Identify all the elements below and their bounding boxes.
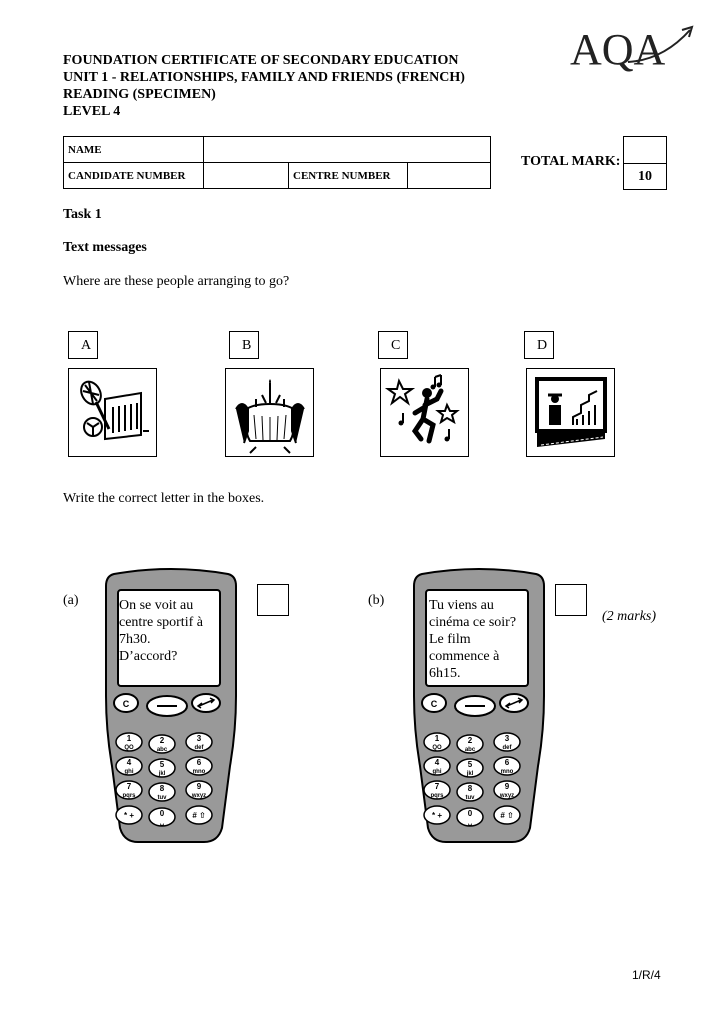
header-title: FOUNDATION CERTIFICATE OF SECONDARY EDUCATION — [63, 53, 459, 68]
svg-text:pqrs: pqrs — [122, 793, 136, 799]
task-title: Task 1 — [63, 207, 102, 222]
svg-text:def: def — [194, 745, 204, 751]
option-c-picture — [380, 368, 469, 457]
key-9: 9 — [504, 782, 510, 791]
header-paper: READING (SPECIMEN) — [63, 87, 216, 102]
key-4: 4 — [434, 758, 440, 767]
message-line: Le film — [429, 632, 471, 647]
answer-box-a[interactable] — [257, 584, 289, 616]
header-unit: UNIT 1 - RELATIONSHIPS, FAMILY AND FRIENDS (FRENCH) — [63, 70, 465, 85]
key-star: * + — [123, 811, 135, 820]
total-mark-box — [623, 136, 667, 190]
candidate-details-table — [63, 136, 491, 189]
svg-text:␣: ␣ — [467, 820, 473, 826]
key-7: 7 — [126, 782, 132, 791]
key-6: 6 — [196, 758, 202, 767]
centre-number-label: CENTRE NUMBER — [289, 163, 408, 189]
document-header — [63, 52, 465, 120]
message-line: On se voit au — [119, 598, 194, 613]
key-hash: # ⇧ — [192, 811, 206, 820]
candidate-number-field[interactable] — [204, 163, 289, 189]
key-hash: # ⇧ — [500, 811, 514, 820]
centre-number-field[interactable] — [408, 163, 491, 189]
key-1: 1 — [126, 734, 132, 743]
key-1: 1 — [434, 734, 440, 743]
task-instruction: Write the correct letter in the boxes. — [63, 491, 265, 506]
key-5: 5 — [467, 760, 473, 769]
total-mark-value: 10 — [638, 169, 652, 184]
message-line: D’accord? — [119, 649, 178, 664]
name-field[interactable] — [204, 137, 491, 163]
svg-text:wxyz: wxyz — [499, 793, 515, 799]
svg-text:jkl: jkl — [466, 771, 474, 777]
question-b-label: (b) — [368, 593, 385, 608]
phone-a-message — [119, 597, 203, 665]
answer-box-b[interactable] — [555, 584, 587, 616]
option-d-picture — [526, 368, 615, 457]
header-level: LEVEL 4 — [63, 104, 121, 119]
key-7: 7 — [434, 782, 440, 791]
svg-text:tuv: tuv — [157, 795, 167, 801]
message-line: cinéma ce soir? — [429, 615, 517, 630]
svg-text:def: def — [502, 745, 512, 751]
message-line: commence à — [429, 649, 500, 664]
svg-text:abc: abc — [464, 747, 476, 753]
option-a-letter: A — [68, 331, 98, 359]
message-line: Tu viens au — [429, 598, 494, 613]
option-b-letter: B — [229, 331, 259, 359]
svg-text:abc: abc — [156, 747, 168, 753]
svg-text:ghi: ghi — [124, 769, 134, 775]
option-b-picture — [225, 368, 314, 457]
option-d-letter: D — [524, 331, 554, 359]
svg-text:AQA: AQA — [570, 25, 666, 72]
sports-centre-icon — [69, 369, 156, 456]
marks-label: (2 marks) — [602, 609, 657, 624]
svg-text:␣: ␣ — [159, 820, 165, 826]
key-2: 2 — [467, 736, 473, 745]
key-9: 9 — [196, 782, 202, 791]
task-question: Where are these people arranging to go? — [63, 274, 290, 289]
option-a-picture — [68, 368, 157, 457]
page-footer: 1/R/4 — [632, 968, 661, 982]
option-c-letter: C — [378, 331, 408, 359]
svg-text:wxyz: wxyz — [191, 793, 207, 799]
key-star: * + — [431, 811, 443, 820]
key-8: 8 — [159, 784, 165, 793]
svg-text:pqrs: pqrs — [430, 793, 444, 799]
svg-text:jkl: jkl — [158, 771, 166, 777]
svg-text:C: C — [122, 699, 130, 709]
phone-b-message — [429, 597, 516, 682]
message-line: centre sportif à — [119, 615, 203, 630]
svg-text:QO: QO — [124, 745, 134, 751]
total-mark-label: TOTAL MARK: — [521, 154, 621, 169]
task-subtitle: Text messages — [63, 240, 147, 255]
key-0: 0 — [159, 809, 165, 818]
key-8: 8 — [467, 784, 473, 793]
phone-b — [404, 566, 554, 846]
message-line: 6h15. — [429, 666, 461, 681]
question-a-label: (a) — [63, 593, 79, 608]
svg-text:ghi: ghi — [432, 769, 442, 775]
key-4: 4 — [126, 758, 132, 767]
key-3: 3 — [504, 734, 510, 743]
candidate-number-label: CANDIDATE NUMBER — [64, 163, 204, 189]
cinema-icon — [527, 369, 614, 456]
svg-text:mno: mno — [500, 769, 514, 775]
total-mark-score-field[interactable] — [624, 137, 666, 164]
disco-icon — [381, 369, 468, 456]
restaurant-icon — [226, 369, 313, 456]
key-2: 2 — [159, 736, 165, 745]
key-6: 6 — [504, 758, 510, 767]
key-5: 5 — [159, 760, 165, 769]
svg-text:tuv: tuv — [465, 795, 475, 801]
svg-text:mno: mno — [192, 769, 206, 775]
aqa-logo — [568, 22, 700, 77]
message-line: 7h30. — [119, 632, 151, 647]
phone-a — [96, 566, 246, 846]
svg-text:QO: QO — [432, 745, 442, 751]
name-label: NAME — [64, 137, 204, 163]
svg-text:C: C — [430, 699, 438, 709]
key-3: 3 — [196, 734, 202, 743]
key-0: 0 — [467, 809, 473, 818]
